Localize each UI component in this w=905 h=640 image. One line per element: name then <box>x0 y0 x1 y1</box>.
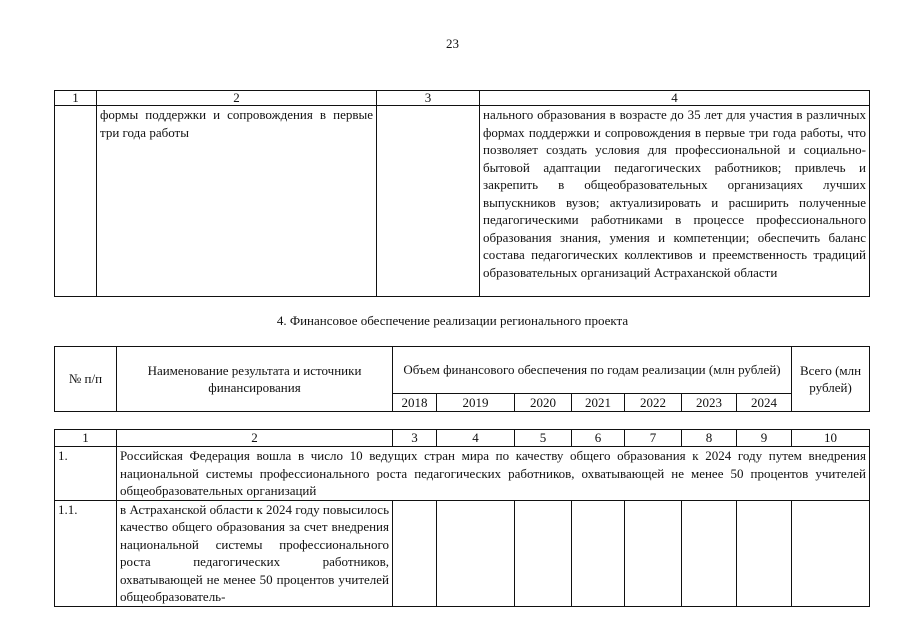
finance-header-row <box>55 347 870 394</box>
year-cell: 2021 <box>572 394 625 412</box>
row-col3 <box>377 106 480 297</box>
empty-cell <box>682 500 737 606</box>
row-col1 <box>55 106 97 297</box>
header-volume: Объем финансового обеспечения по годам реализации (млн рублей) <box>393 347 792 394</box>
year-cell: 2022 <box>625 394 682 412</box>
year-cell: 2024 <box>737 394 792 412</box>
column-number: 10 <box>792 430 870 447</box>
year-cell: 2019 <box>437 394 515 412</box>
column-number: 8 <box>682 430 737 447</box>
row-col2: формы поддержки и сопровождения в первые три года работы <box>97 106 377 297</box>
year-cell: 2023 <box>682 394 737 412</box>
header-cell: 3 <box>377 91 480 106</box>
year-cell: 2020 <box>515 394 572 412</box>
header-cell: 2 <box>97 91 377 106</box>
continuation-table <box>54 90 870 297</box>
header-cell: 1 <box>55 91 97 106</box>
empty-cell <box>572 500 625 606</box>
column-number: 9 <box>737 430 792 447</box>
column-number: 6 <box>572 430 625 447</box>
empty-cell <box>393 500 437 606</box>
page-number: 23 <box>446 36 459 51</box>
row-col4: нального образования в возрасте до 35 лет для участия в различных формах поддержки и сопровождения в первые три года работы, что позволяет создать условия для профессиональной и социально-бытовой адаптации педагогических работников; привлечь и закрепить в общеобразовательных организациях лучших выпускников вузов; актуализировать и расширить полученные педагогическими работниками в процессе профессионального образования знания, умения и компетенции; обеспечить баланс состава педагогических коллективов и преемственность традиций образовательных организаций Астраханской области <box>480 106 870 297</box>
row-text: Российская Федерация вошла в число 10 ведущих стран мира по качеству общего образования к 2024 году путем внедрения национальной системы профессионального роста педагогических работников, охватывающей не менее 50 процентов учителей общеобразовательных организаций <box>117 447 870 501</box>
year-cell: 2018 <box>393 394 437 412</box>
column-number: 3 <box>393 430 437 447</box>
column-number: 5 <box>515 430 572 447</box>
column-number: 2 <box>117 430 393 447</box>
finance-table-header <box>54 346 870 412</box>
row-number: 1.1. <box>55 500 117 606</box>
column-number: 4 <box>437 430 515 447</box>
column-number: 1 <box>55 430 117 447</box>
header-total: Всего (млн рублей) <box>792 347 870 412</box>
section-title: 4. Финансовое обеспечение реализации регионального проекта <box>276 313 629 328</box>
header-num: № п/п <box>55 347 117 412</box>
table-row <box>55 500 870 606</box>
continuation-table-header-row <box>55 91 870 106</box>
empty-cell <box>625 500 682 606</box>
empty-cell <box>737 500 792 606</box>
row-number: 1. <box>55 447 117 501</box>
empty-cell <box>515 500 572 606</box>
column-number: 7 <box>625 430 682 447</box>
row-text: в Астраханской области к 2024 году повысилось качество общего образования за счет внедрения национальной системы профессионального роста педагогических работников, охватывающей не менее 50 процентов учителей общеобразователь- <box>117 500 393 606</box>
header-cell: 4 <box>480 91 870 106</box>
continuation-table-row <box>55 106 870 297</box>
header-name: Наименование результата и источники финансирования <box>117 347 393 412</box>
empty-cell <box>437 500 515 606</box>
table-row <box>55 447 870 501</box>
empty-cell <box>792 500 870 606</box>
column-numbers-row <box>55 430 870 447</box>
finance-table <box>54 429 870 607</box>
